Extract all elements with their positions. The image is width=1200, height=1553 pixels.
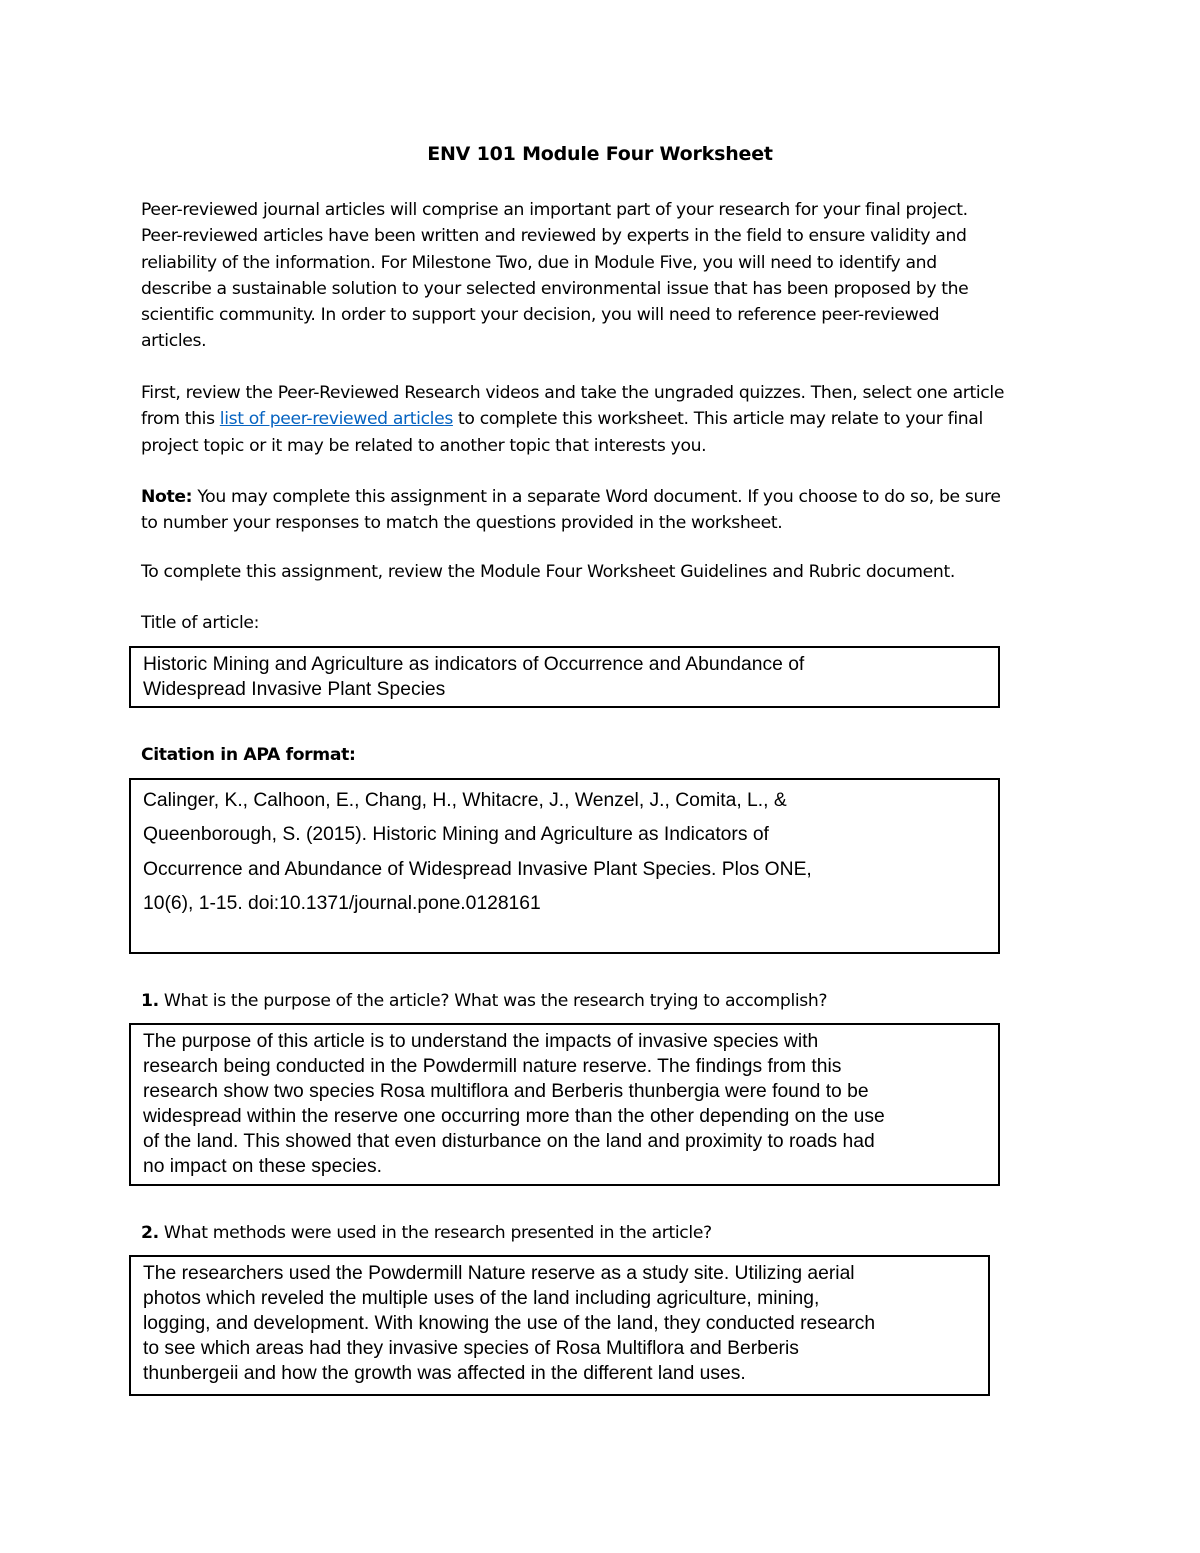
question-1-text: What is the purpose of the article? What was the research trying to accomplish? xyxy=(158,991,828,1011)
intro-line: Peer-reviewed journal articles will comprise an important part of your research for your final project. xyxy=(141,200,968,220)
question-1 xyxy=(141,991,827,1011)
question-1-number: 1. xyxy=(141,991,159,1011)
citation-line: 10(6), 1-15. doi:10.1371/journal.pone.0128161 xyxy=(143,892,541,914)
answer-1-line: The purpose of this article is to understand the impacts of invasive species with xyxy=(143,1031,819,1052)
answer-2-line: photos which reveled the multiple uses of the land including agriculture, mining, xyxy=(143,1288,820,1309)
intro-line: Peer-reviewed articles have been written and reviewed by experts in the field to ensure validity and xyxy=(141,226,967,247)
citation-label: Citation in APA format: xyxy=(141,745,356,765)
peer-reviewed-articles-link[interactable]: list of peer-reviewed articles xyxy=(219,409,453,430)
instructions-line: First, review the Peer-Reviewed Research videos and take the ungraded quizzes. Then, select one article xyxy=(141,383,1005,403)
question-2-text: What methods were used in the research presented in the article? xyxy=(158,1223,712,1243)
intro-line: articles. xyxy=(141,331,207,352)
answer-1-line: research being conducted in the Powdermill nature reserve. The findings from this xyxy=(143,1056,842,1078)
answer-2-line: The researchers used the Powdermill Nature reserve as a study site. Utilizing aerial xyxy=(143,1263,855,1284)
title-of-article-line: Widespread Invasive Plant Species xyxy=(143,679,446,700)
answer-2-box[interactable] xyxy=(129,1255,990,1396)
instructions-text: to complete this worksheet. This article may relate to your final xyxy=(452,409,983,430)
question-2-number: 2. xyxy=(141,1223,159,1243)
citation-line: Calinger, K., Calhoon, E., Chang, H., Whitacre, J., Wenzel, J., Comita, L., & xyxy=(143,790,787,811)
answer-1-line: research show two species Rosa multiflora and Berberis thunbergia were found to be xyxy=(143,1081,869,1103)
note-line xyxy=(141,484,1061,510)
intro-paragraph xyxy=(141,197,1061,355)
answer-2-line: thunbergeii and how the growth was affected in the different land uses. xyxy=(143,1363,746,1384)
title-of-article-label: Title of article: xyxy=(141,613,260,633)
intro-line: reliability of the information. For Milestone Two, due in Module Five, you will need to identify and xyxy=(141,252,937,273)
instructions-text: from this xyxy=(141,409,220,430)
page-title: ENV 101 Module Four Worksheet xyxy=(427,143,773,165)
instructions-line xyxy=(141,406,1061,432)
answer-1-line: of the land. This showed that even disturbance on the land and proximity to roads had xyxy=(143,1131,875,1153)
answer-2-line: logging, and development. With knowing the use of the land, they conducted research xyxy=(143,1313,876,1334)
title-of-article-box[interactable] xyxy=(129,646,1000,708)
note-label: Note: xyxy=(141,487,193,507)
intro-line: scientific community. In order to support your decision, you will need to reference peer-reviewed xyxy=(141,305,940,326)
citation-line: Queenborough, S. (2015). Historic Mining and Agriculture as Indicators of xyxy=(143,824,769,846)
title-of-article-line: Historic Mining and Agriculture as indicators of Occurrence and Abundance of xyxy=(143,654,805,675)
answer-1-line: no impact on these species. xyxy=(143,1156,383,1178)
answer-1-box[interactable] xyxy=(129,1023,1000,1186)
note-paragraph xyxy=(141,484,1061,537)
question-2 xyxy=(141,1223,712,1243)
citation-box[interactable] xyxy=(129,778,1000,954)
answer-2-line: to see which areas had they invasive species of Rosa Multiflora and Berberis xyxy=(143,1338,799,1359)
note-text: You may complete this assignment in a separate Word document. If you choose to do so, be sure xyxy=(192,487,1001,507)
instructions-line: project topic or it may be related to another topic that interests you. xyxy=(141,435,707,456)
instructions-paragraph xyxy=(141,380,1061,459)
note-line: to number your responses to match the questions provided in the worksheet. xyxy=(141,513,783,534)
citation-line: Occurrence and Abundance of Widespread Invasive Plant Species. Plos ONE, xyxy=(143,858,812,880)
complete-instruction: To complete this assignment, review the Module Four Worksheet Guidelines and Rubric document. xyxy=(141,562,955,582)
intro-line: describe a sustainable solution to your selected environmental issue that has been proposed by the xyxy=(141,278,969,299)
answer-1-line: widespread within the reserve one occurring more than the other depending on the use xyxy=(143,1106,885,1128)
